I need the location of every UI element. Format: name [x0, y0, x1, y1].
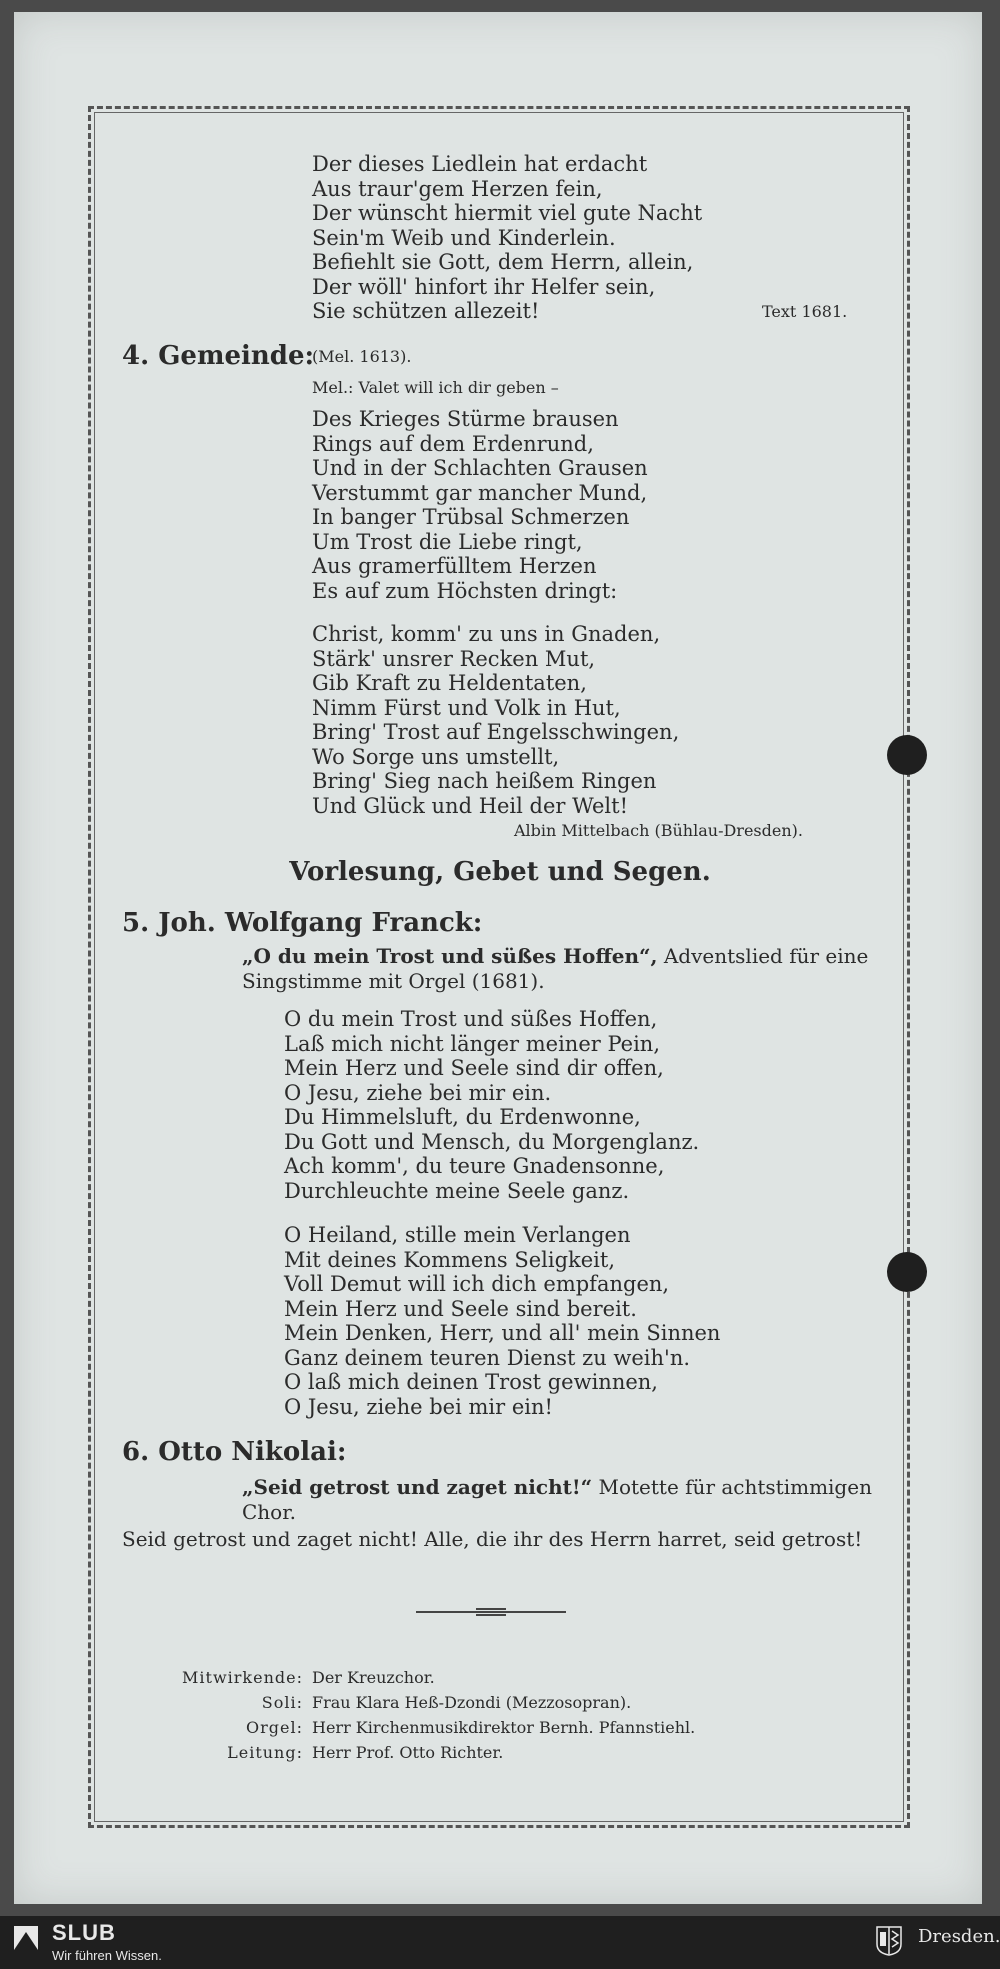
- verse-line: Ganz deinem teuren Dienst zu weih'n.: [284, 1345, 691, 1370]
- section-4-title: 4. Gemeinde:: [122, 341, 315, 371]
- verse-line: Verstummt gar mancher Mund,: [312, 480, 648, 505]
- credit-value: Herr Prof. Otto Richter.: [312, 1743, 504, 1762]
- verse-line: Der wünscht hiermit viel gute Nacht: [312, 201, 703, 225]
- verse-line: Um Trost die Liebe ringt,: [312, 529, 583, 554]
- verse-line: Sie schützen allezeit!: [312, 299, 540, 323]
- dresden-crest-icon: [876, 1926, 902, 1956]
- verse-line: Voll Demut will ich dich empfangen,: [284, 1272, 670, 1296]
- work-title: „O du mein Trost und süßes Hoffen“,: [242, 944, 658, 968]
- melody-note: Mel.: Valet will ich dir geben –: [312, 378, 559, 397]
- verse-line: In banger Trübsal Schmerzen: [312, 505, 630, 529]
- verse-line: O Jesu, ziehe bei mir ein!: [284, 1394, 553, 1419]
- motet-text: Seid getrost und zaget nicht! Alle, die ihr des Herrn harret, seid getrost!: [122, 1527, 863, 1551]
- work-title: „Seid getrost und zaget nicht!“: [242, 1475, 593, 1499]
- verse-line: O du mein Trost und süßes Hoffen,: [284, 1007, 658, 1031]
- credit-label: Orgel:: [246, 1718, 303, 1737]
- verse-line: Mein Denken, Herr, und all' mein Sinnen: [284, 1321, 721, 1345]
- verse-line: Bring' Sieg nach heißem Ringen: [312, 769, 657, 793]
- ornamental-divider: [416, 1608, 566, 1616]
- credit-value: Der Kreuzchor.: [312, 1668, 435, 1687]
- credit-label: Soli:: [261, 1693, 303, 1712]
- verse-line: Es auf zum Höchsten dringt:: [312, 578, 618, 603]
- verse-line: Du Himmelsluft, du Erdenwonne,: [284, 1105, 641, 1129]
- interlude-heading: Vorlesung, Gebet und Segen.: [289, 857, 711, 887]
- library-footer: [0, 1916, 1000, 1969]
- section-4-stanza-1: [312, 407, 648, 603]
- verse-line: Der dieses Liedlein hat erdacht: [312, 152, 648, 176]
- section-5-stanza-2: [284, 1223, 720, 1419]
- verse-line: Und Glück und Heil der Welt!: [312, 793, 629, 818]
- verse-line: Mein Herz und Seele sind dir offen,: [284, 1056, 664, 1080]
- section-5-work: [242, 944, 878, 994]
- verse-line: Des Krieges Stürme brausen: [312, 407, 619, 431]
- section-6-title: 6. Otto Nikolai:: [122, 1437, 347, 1467]
- verse-line: Wo Sorge uns umstellt,: [312, 744, 560, 769]
- verse-line: Durchleuchte meine Seele ganz.: [284, 1178, 630, 1203]
- verse-line: Aus gramerfülltem Herzen: [312, 554, 597, 578]
- verse-line: O laß mich deinen Trost gewinnen,: [284, 1370, 658, 1394]
- dresden-wordmark: Dresden.: [918, 1926, 1000, 1947]
- section-4-stanza-2: [312, 622, 679, 818]
- verse-line: O Jesu, ziehe bei mir ein.: [284, 1080, 552, 1105]
- hymn-author: Albin Mittelbach (Bühlau-Dresden).: [514, 821, 803, 840]
- section-6-work: [242, 1475, 878, 1525]
- library-brand: SLUB: [52, 1920, 116, 1945]
- verse-line: Mit deines Kommens Seligkeit,: [284, 1247, 615, 1272]
- melody-note: (Mel. 1613).: [312, 347, 412, 366]
- punch-hole: [887, 735, 927, 775]
- verse-line: Der wöll' hinfort ihr Helfer sein,: [312, 274, 656, 299]
- verse-line: Bring' Trost auf Engelsschwingen,: [312, 720, 680, 744]
- punch-hole: [887, 1252, 927, 1292]
- verse-line: Laß mich nicht länger meiner Pein,: [284, 1031, 661, 1056]
- credit-value: Frau Klara Heß-Dzondi (Mezzosopran).: [312, 1693, 632, 1712]
- verse-line: Mein Herz und Seele sind bereit.: [284, 1296, 637, 1321]
- credit-label: Leitung:: [227, 1743, 303, 1762]
- verse-line: Rings auf dem Erdenrund,: [312, 431, 594, 456]
- section-5-stanza-1: [284, 1007, 699, 1203]
- verse-line: Nimm Fürst und Volk in Hut,: [312, 695, 621, 720]
- verse-line: Und in der Schlachten Grausen: [312, 456, 648, 480]
- library-tagline: Wir führen Wissen.: [52, 1948, 162, 1963]
- verse-line: O Heiland, stille mein Verlangen: [284, 1223, 631, 1247]
- verse-line: Sein'm Weib und Kinderlein.: [312, 225, 616, 250]
- work-description: Motette für achtstimmigen Chor.: [242, 1475, 872, 1524]
- credit-label: Mitwirkende:: [182, 1668, 303, 1687]
- intro-source: Text 1681.: [762, 302, 848, 321]
- verse-line: Christ, komm' zu uns in Gnaden,: [312, 622, 661, 646]
- verse-line: Befiehlt sie Gott, dem Herrn, allein,: [312, 250, 694, 274]
- slub-logo-icon: [12, 1924, 40, 1952]
- verse-line: Aus traur'gem Herzen fein,: [312, 176, 603, 201]
- verse-line: Ach komm', du teure Gnadensonne,: [284, 1154, 665, 1178]
- verse-line: Gib Kraft zu Heldentaten,: [312, 671, 587, 695]
- verse-line: Stärk' unsrer Recken Mut,: [312, 646, 596, 671]
- work-description: Adventslied für eine Singstimme mit Orgel (1681).: [242, 944, 869, 993]
- section-5-title: 5. Joh. Wolfgang Franck:: [122, 908, 483, 938]
- intro-verse: [312, 152, 702, 324]
- credit-value: Herr Kirchenmusikdirektor Bernh. Pfannstiehl.: [312, 1718, 696, 1737]
- verse-line: Du Gott und Mensch, du Morgenglanz.: [284, 1129, 700, 1154]
